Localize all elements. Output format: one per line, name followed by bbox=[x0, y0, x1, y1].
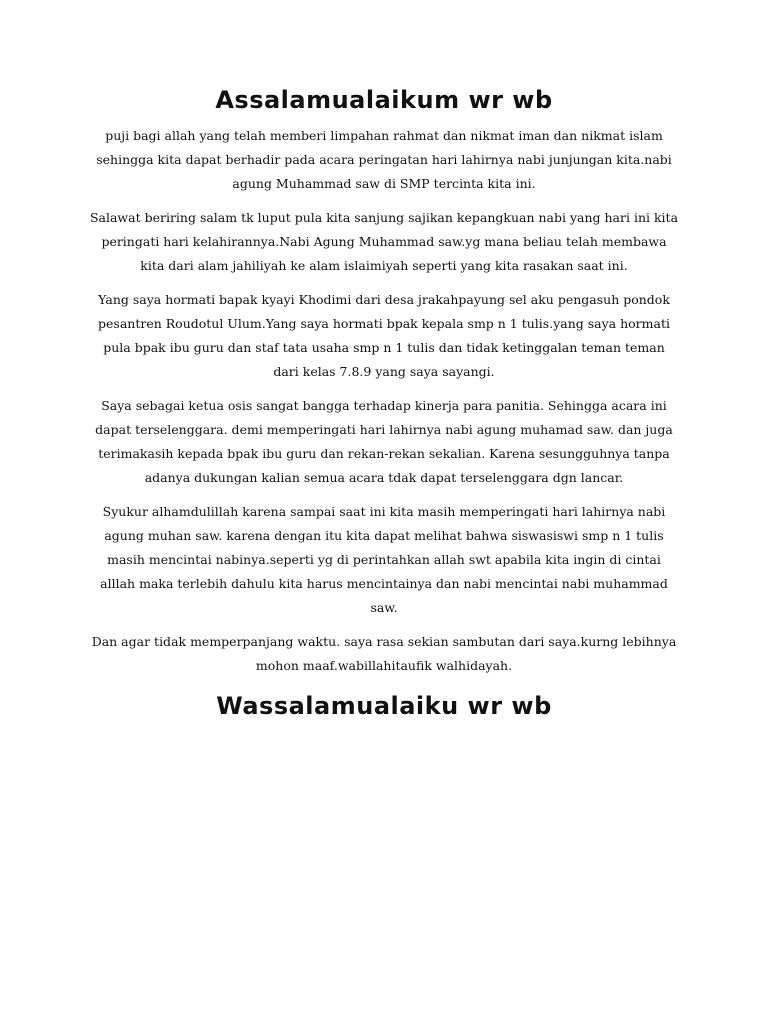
paragraph-closing-remarks: Dan agar tidak memperpanjang waktu. saya rasa sekian sambutan dari saya.kurng lebihnya mohon maaf.wabillahitaufik walhidayah. bbox=[91, 634, 677, 673]
paragraph-opening-praise: puji bagi allah yang telah memberi limpahan rahmat dan nikmat iman dan nikmat islam sehingga kita dapat berhadir pada acara peringatan hari lahirnya nabi junjungan kita.nabi agung Muhammad saw di SMP tercinta kita ini. bbox=[96, 128, 672, 191]
opening-greeting-heading: Assalamualaikum wr wb bbox=[215, 86, 553, 114]
speech-body bbox=[89, 124, 679, 678]
paragraph-respects: Yang saya hormati bapak kyayi Khodimi dari desa jrakahpayung sel aku pengasuh pondok pesantren Roudotul Ulum.Yang saya hormati bpak kepala smp n 1 tulis.yang saya hormati pula bpak ibu guru dan staf tata usaha smp n 1 tulis dan tidak ketinggalan teman teman dari kelas 7.8.9 yang saya sayangi. bbox=[98, 292, 670, 379]
closing-greeting-heading: Wassalamualaiku wr wb bbox=[216, 692, 552, 720]
paragraph-syukur: Syukur alhamdulillah karena sampai saat ini kita masih memperingati hari lahirnya nabi agung muhan saw. karena dengan itu kita dapat melihat bahwa siswasiswi smp n 1 tulis masih mencintai nabinya.seperti yg di perintahkan allah swt apabila kita ingin di cintai alllah maka terlebih dahulu kita harus mencintainya dan nabi mencintai nabi muhammad saw. bbox=[100, 504, 668, 615]
paragraph-gratitude: Saya sebagai ketua osis sangat bangga terhadap kinerja para panitia. Sehingga acara ini dapat terselenggara. demi memperingati hari lahirnya nabi agung muhamad saw. dan juga terimakasih kepada bpak ibu guru dan rekan-rekan sekalian. Karena sesungguhnya tanpa adanya dukungan kalian semua acara tdak dapat terselenggara dgn lancar. bbox=[95, 398, 673, 485]
paragraph-salawat: Salawat beriring salam tk luput pula kita sanjung sajikan kepangkuan nabi yang hari ini kita peringati hari kelahirannya.Nabi Agung Muhammad saw.yg mana beliau telah membawa kita dari alam jahiliyah ke alam islaimiyah seperti yang kita rasakan saat ini. bbox=[89, 210, 679, 273]
